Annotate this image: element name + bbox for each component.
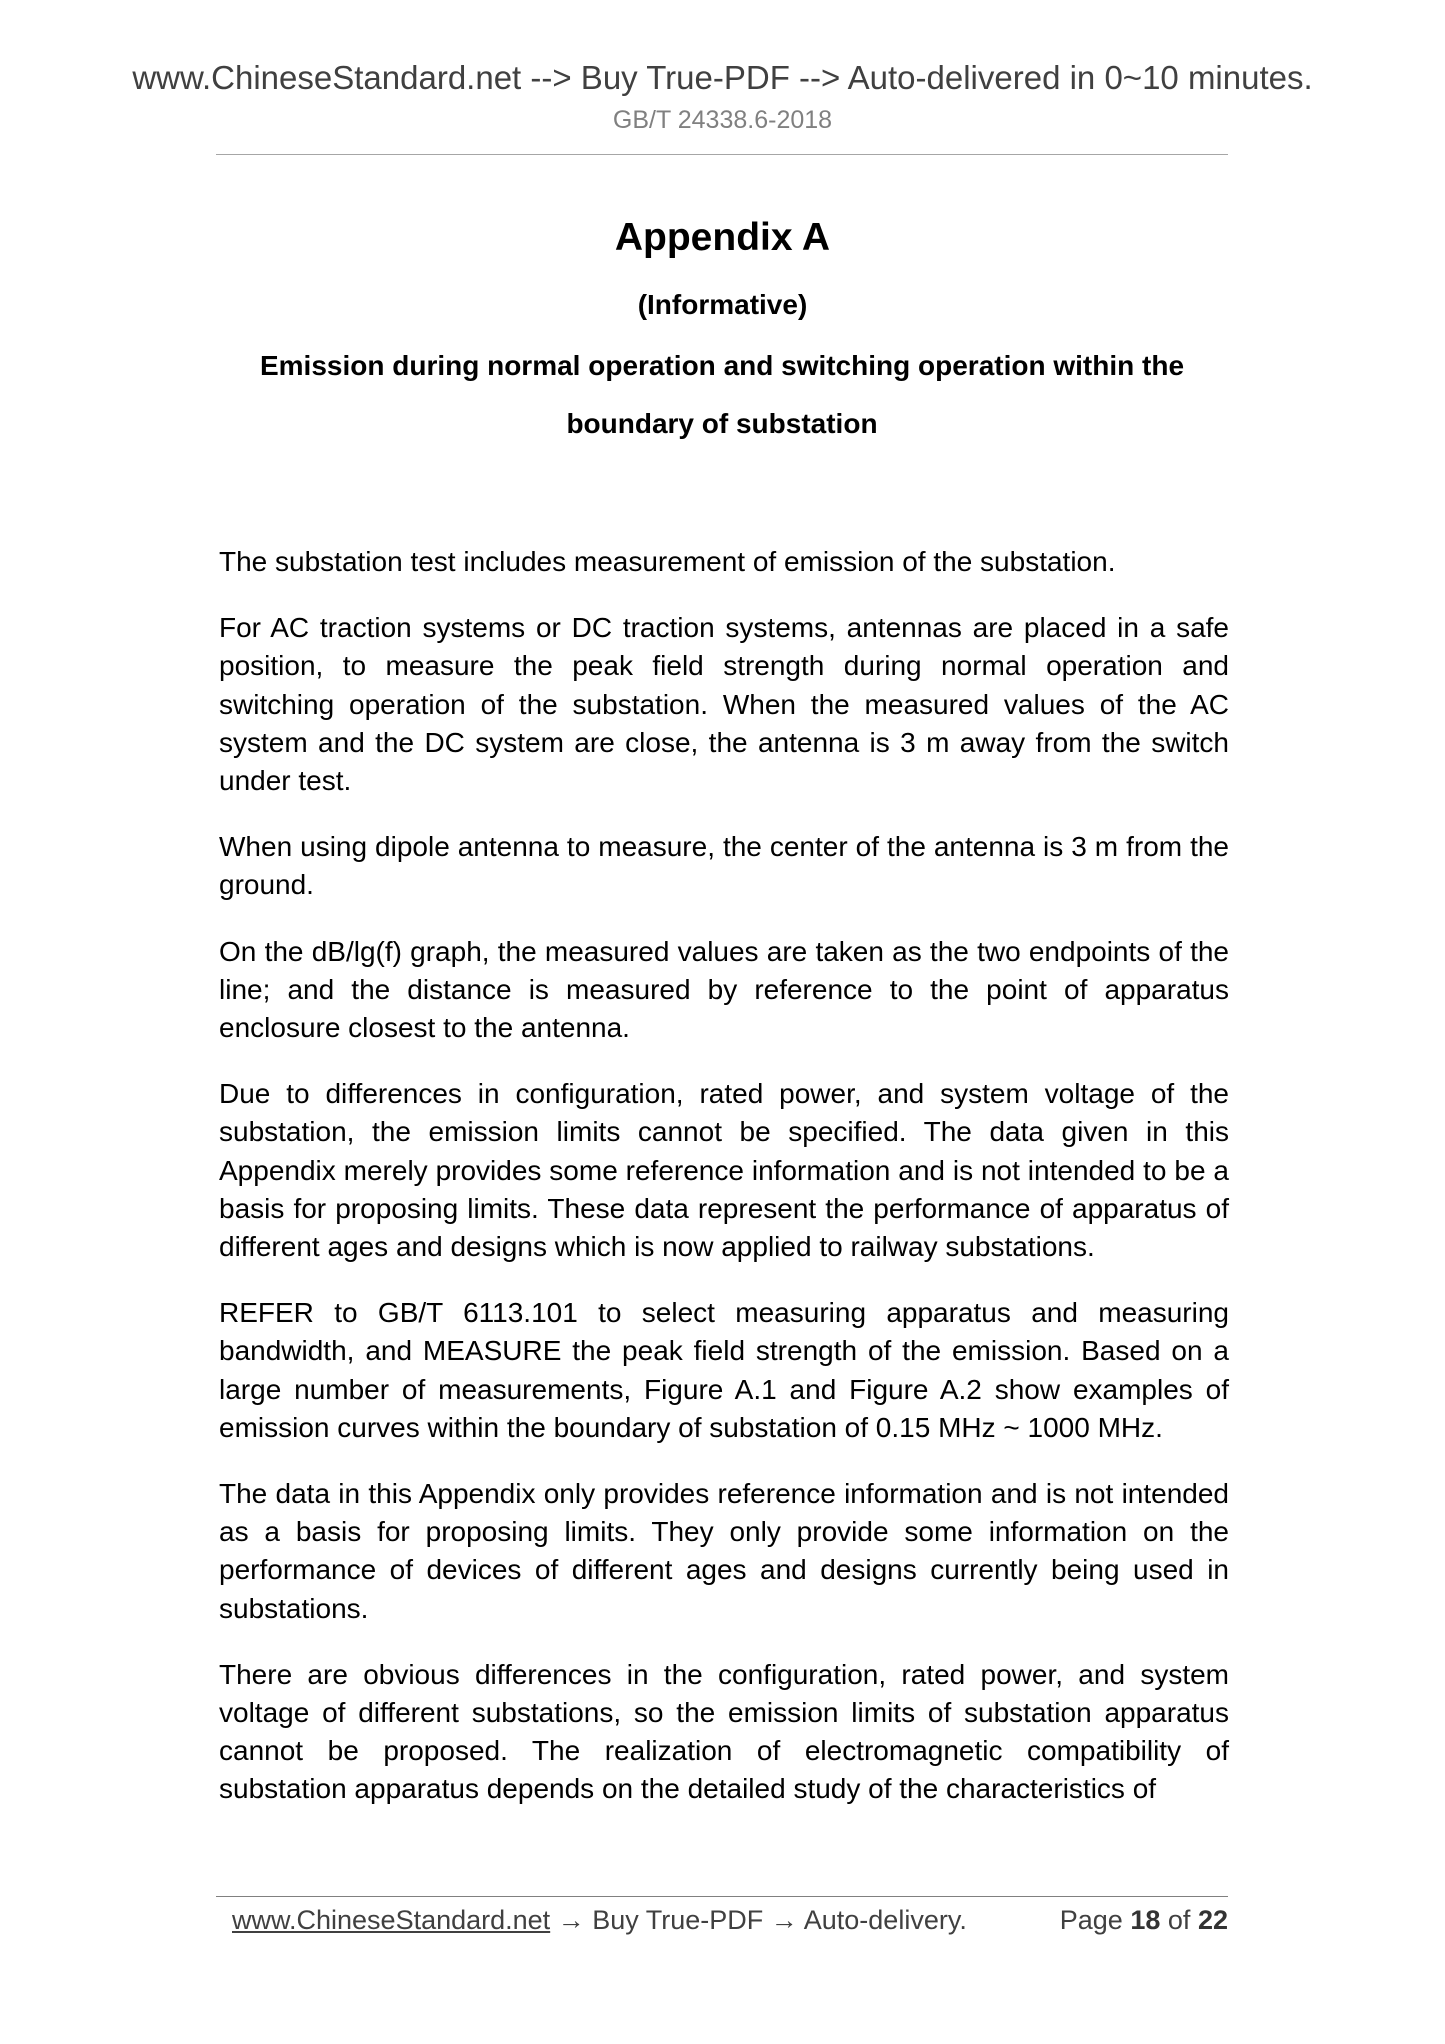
page-total: 22	[1197, 1905, 1228, 1935]
page-indicator	[1060, 1900, 1228, 1940]
header-divider	[216, 154, 1228, 155]
buy-text: → Buy True-PDF → Auto-delivery.	[557, 1905, 967, 1935]
footer-divider	[216, 1896, 1228, 1897]
page-number: 18	[1130, 1905, 1161, 1935]
page-footer	[232, 1900, 1228, 1940]
paragraph: The substation test includes measurement of emission of the substation.	[219, 546, 1116, 577]
standard-code: GB/T 24338.6-2018	[612, 106, 833, 134]
appendix-note: (Informative)	[637, 289, 808, 320]
appendix-title: Appendix A	[614, 216, 831, 259]
page-label: Page	[1059, 1905, 1123, 1935]
paragraph: Due to differences in configuration, rated power, and system voltage of the substation, the emission limits cannot be specified. The data given in this Appendix merely provides some reference information and is not intended to be a basis for proposing limits. These data represent the performance of apparatus of different ages and designs which is now applied to railway substations.	[219, 1078, 1229, 1263]
paragraph: For AC traction systems or DC traction systems, antennas are placed in a safe position, to measure the peak field strength during normal operation and switching operation of the substation. When the measured values of the AC system and the DC system are close, the antenna is 3 m away from the switch under test.	[219, 612, 1229, 797]
paragraph: On the dB/lg(f) graph, the measured values are taken as the two endpoints of the line; and the distance is measured by reference to the point of apparatus enclosure closest to the antenna.	[219, 935, 1229, 1044]
appendix-subtitle: Emission during normal operation and switching operation within the boundary of substation	[259, 350, 1185, 439]
top-banner: www.ChineseStandard.net --> Buy True-PDF --> Auto-delivered in 0~10 minutes.	[132, 59, 1313, 96]
body-text	[219, 543, 1229, 1837]
paragraph: When using dipole antenna to measure, the center of the antenna is 3 m from the ground.	[219, 831, 1229, 901]
paragraph: REFER to GB/T 6113.101 to select measuring apparatus and measuring bandwidth, and MEASURE the peak field strength of the emission. Based on a large number of measurements, Figure A.1 and Figure A.2 show examples of emission curves within the boundary of substation of 0.15 MHz ~ 1000 MHz.	[219, 1297, 1229, 1443]
site-link[interactable]: www.ChineseStandard.net	[232, 1905, 551, 1935]
paragraph: The data in this Appendix only provides reference information and is not intended as a basis for proposing limits. They only provide some information on the performance of devices of different ages and designs currently being used in substations.	[219, 1478, 1229, 1624]
of-label: of	[1167, 1905, 1191, 1935]
paragraph: There are obvious differences in the configuration, rated power, and system voltage of different substations, so the emission limits of substation apparatus cannot be proposed. The realization of electromagnetic compatibility of substation apparatus depends on the detailed study of the characteristics of	[219, 1658, 1229, 1805]
